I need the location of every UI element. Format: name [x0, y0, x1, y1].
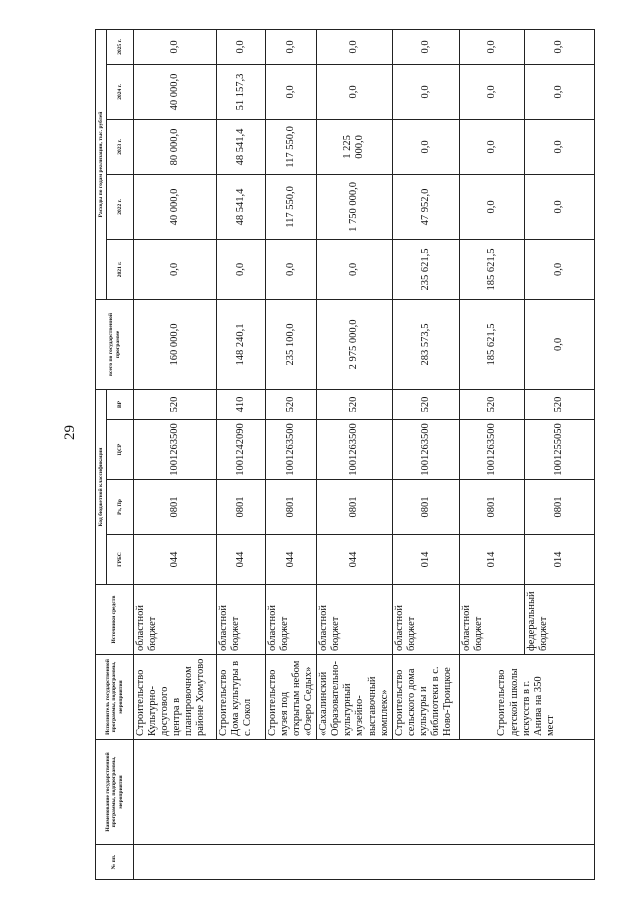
source-cell: федеральный бюджет: [524, 585, 594, 655]
source-cell: областной бюджет: [317, 585, 392, 655]
header-2021: 2021 г.: [107, 239, 134, 299]
total-cell: 283 573,5: [392, 299, 459, 389]
y2021-cell: 185 621,5: [459, 239, 524, 299]
header-years-group: Расходы по годам реализации, тыс. рублей: [96, 29, 107, 299]
y2023-cell: 1 225 000,0: [317, 119, 392, 174]
header-program: Наименование государственной программы, подпрограммы, мероприятия: [96, 740, 134, 845]
y2025-cell: 0,0: [217, 29, 266, 64]
header-executor: Исполнитель государственной программы, подпрограммы, мероприятия: [96, 655, 134, 740]
page-number: 29: [62, 425, 78, 440]
y2024-cell: 0,0: [392, 64, 459, 119]
csr-cell: 1001263500: [317, 420, 392, 480]
y2023-cell: 0,0: [459, 119, 524, 174]
y2021-cell: 0,0: [317, 239, 392, 299]
rzpr-cell: 0801: [392, 480, 459, 535]
vr-cell: 520: [266, 389, 317, 419]
header-2022: 2022 г.: [107, 174, 134, 239]
csr-cell: 1001242090: [217, 420, 266, 480]
y2022-cell: 0,0: [459, 174, 524, 239]
executor-cell: Строительство Дома культуры в с. Сокол: [217, 655, 266, 740]
y2022-cell: 40 000,0: [134, 174, 217, 239]
executor-cell: Строительство сельского дома культуры и библиотеки в с. Ново-Троицкое: [392, 655, 459, 740]
y2022-cell: 0,0: [524, 174, 594, 239]
source-cell: областной бюджет: [217, 585, 266, 655]
executor-cell: Строительство Культурно-досугового центра в планировочном районе Хомутово: [134, 655, 217, 740]
y2021-cell: 0,0: [217, 239, 266, 299]
rzpr-cell: 0801: [459, 480, 524, 535]
grbs-cell: 044: [317, 535, 392, 585]
csr-cell: 1001255050: [524, 420, 594, 480]
grbs-cell: 044: [217, 535, 266, 585]
header-2024: 2024 г.: [107, 64, 134, 119]
y2021-cell: 235 621,5: [392, 239, 459, 299]
header-num: № пп.: [96, 845, 134, 880]
grbs-cell: 044: [134, 535, 217, 585]
vr-cell: 520: [317, 389, 392, 419]
source-cell: областной бюджет: [266, 585, 317, 655]
header-2025: 2025 г.: [107, 29, 134, 64]
csr-cell: 1001263500: [459, 420, 524, 480]
y2021-cell: 0,0: [134, 239, 217, 299]
vr-cell: 520: [459, 389, 524, 419]
rzpr-cell: 0801: [524, 480, 594, 535]
vr-cell: 520: [524, 389, 594, 419]
csr-cell: 1001263500: [266, 420, 317, 480]
y2024-cell: 40 000,0: [134, 64, 217, 119]
y2024-cell: 0,0: [459, 64, 524, 119]
vr-cell: 410: [217, 389, 266, 419]
header-budget-code: Код бюджетной классификации: [96, 389, 107, 584]
executor-cell: «Сахалинский Образовательно-культурный музейно-выставочный комплекс»: [317, 655, 392, 740]
header-total: всего по государственной программе: [96, 299, 134, 389]
y2024-cell: 0,0: [524, 64, 594, 119]
y2025-cell: 0,0: [134, 29, 217, 64]
y2025-cell: 0,0: [392, 29, 459, 64]
y2025-cell: 0,0: [459, 29, 524, 64]
source-cell: областной бюджет: [392, 585, 459, 655]
header-vr: ВР: [107, 389, 134, 419]
y2024-cell: 0,0: [317, 64, 392, 119]
num-cell: [134, 845, 595, 880]
source-cell: областной бюджет: [459, 585, 524, 655]
rzpr-cell: 0801: [217, 480, 266, 535]
header-rzpr: Рз, Пр: [107, 480, 134, 535]
header-grbs: ГРБС: [107, 535, 134, 585]
y2024-cell: 0,0: [266, 64, 317, 119]
y2022-cell: 117 550,0: [266, 174, 317, 239]
header-row-group: [96, 29, 107, 879]
csr-cell: 1001263500: [134, 420, 217, 480]
y2021-cell: 0,0: [266, 239, 317, 299]
program-cell: [134, 740, 595, 845]
total-cell: 2 975 000,0: [317, 299, 392, 389]
y2023-cell: 0,0: [392, 119, 459, 174]
total-cell: 160 000,0: [134, 299, 217, 389]
header-csr: ЦСР: [107, 420, 134, 480]
y2023-cell: 80 000,0: [134, 119, 217, 174]
y2022-cell: 47 952,0: [392, 174, 459, 239]
executor-cell: Строительство музея под открытым небом «Озеро Седых»: [266, 655, 317, 740]
grbs-cell: 014: [459, 535, 524, 585]
rotated-page: [60, 30, 580, 880]
y2025-cell: 0,0: [266, 29, 317, 64]
total-cell: 148 240,1: [217, 299, 266, 389]
y2024-cell: 51 157,3: [217, 64, 266, 119]
rzpr-cell: 0801: [266, 480, 317, 535]
y2023-cell: 48 541,4: [217, 119, 266, 174]
header-source: Источники средств: [96, 585, 134, 655]
y2023-cell: 117 550,0: [266, 119, 317, 174]
y2023-cell: 0,0: [524, 119, 594, 174]
total-cell: 235 100,0: [266, 299, 317, 389]
y2022-cell: 1 750 000,0: [317, 174, 392, 239]
grbs-cell: 044: [266, 535, 317, 585]
executor-cell: Строительство детской школы искусств в г. Анива на 350 мест: [459, 655, 594, 740]
table-row: [134, 29, 217, 879]
budget-table: [95, 29, 595, 880]
y2025-cell: 0,0: [524, 29, 594, 64]
y2025-cell: 0,0: [317, 29, 392, 64]
csr-cell: 1001263500: [392, 420, 459, 480]
rzpr-cell: 0801: [317, 480, 392, 535]
rzpr-cell: 0801: [134, 480, 217, 535]
grbs-cell: 014: [392, 535, 459, 585]
vr-cell: 520: [134, 389, 217, 419]
y2021-cell: 0,0: [524, 239, 594, 299]
grbs-cell: 014: [524, 535, 594, 585]
total-cell: 185 621,5: [459, 299, 524, 389]
total-cell: 0,0: [524, 299, 594, 389]
vr-cell: 520: [392, 389, 459, 419]
header-2023: 2023 г.: [107, 119, 134, 174]
y2022-cell: 48 541,4: [217, 174, 266, 239]
source-cell: областной бюджет: [134, 585, 217, 655]
